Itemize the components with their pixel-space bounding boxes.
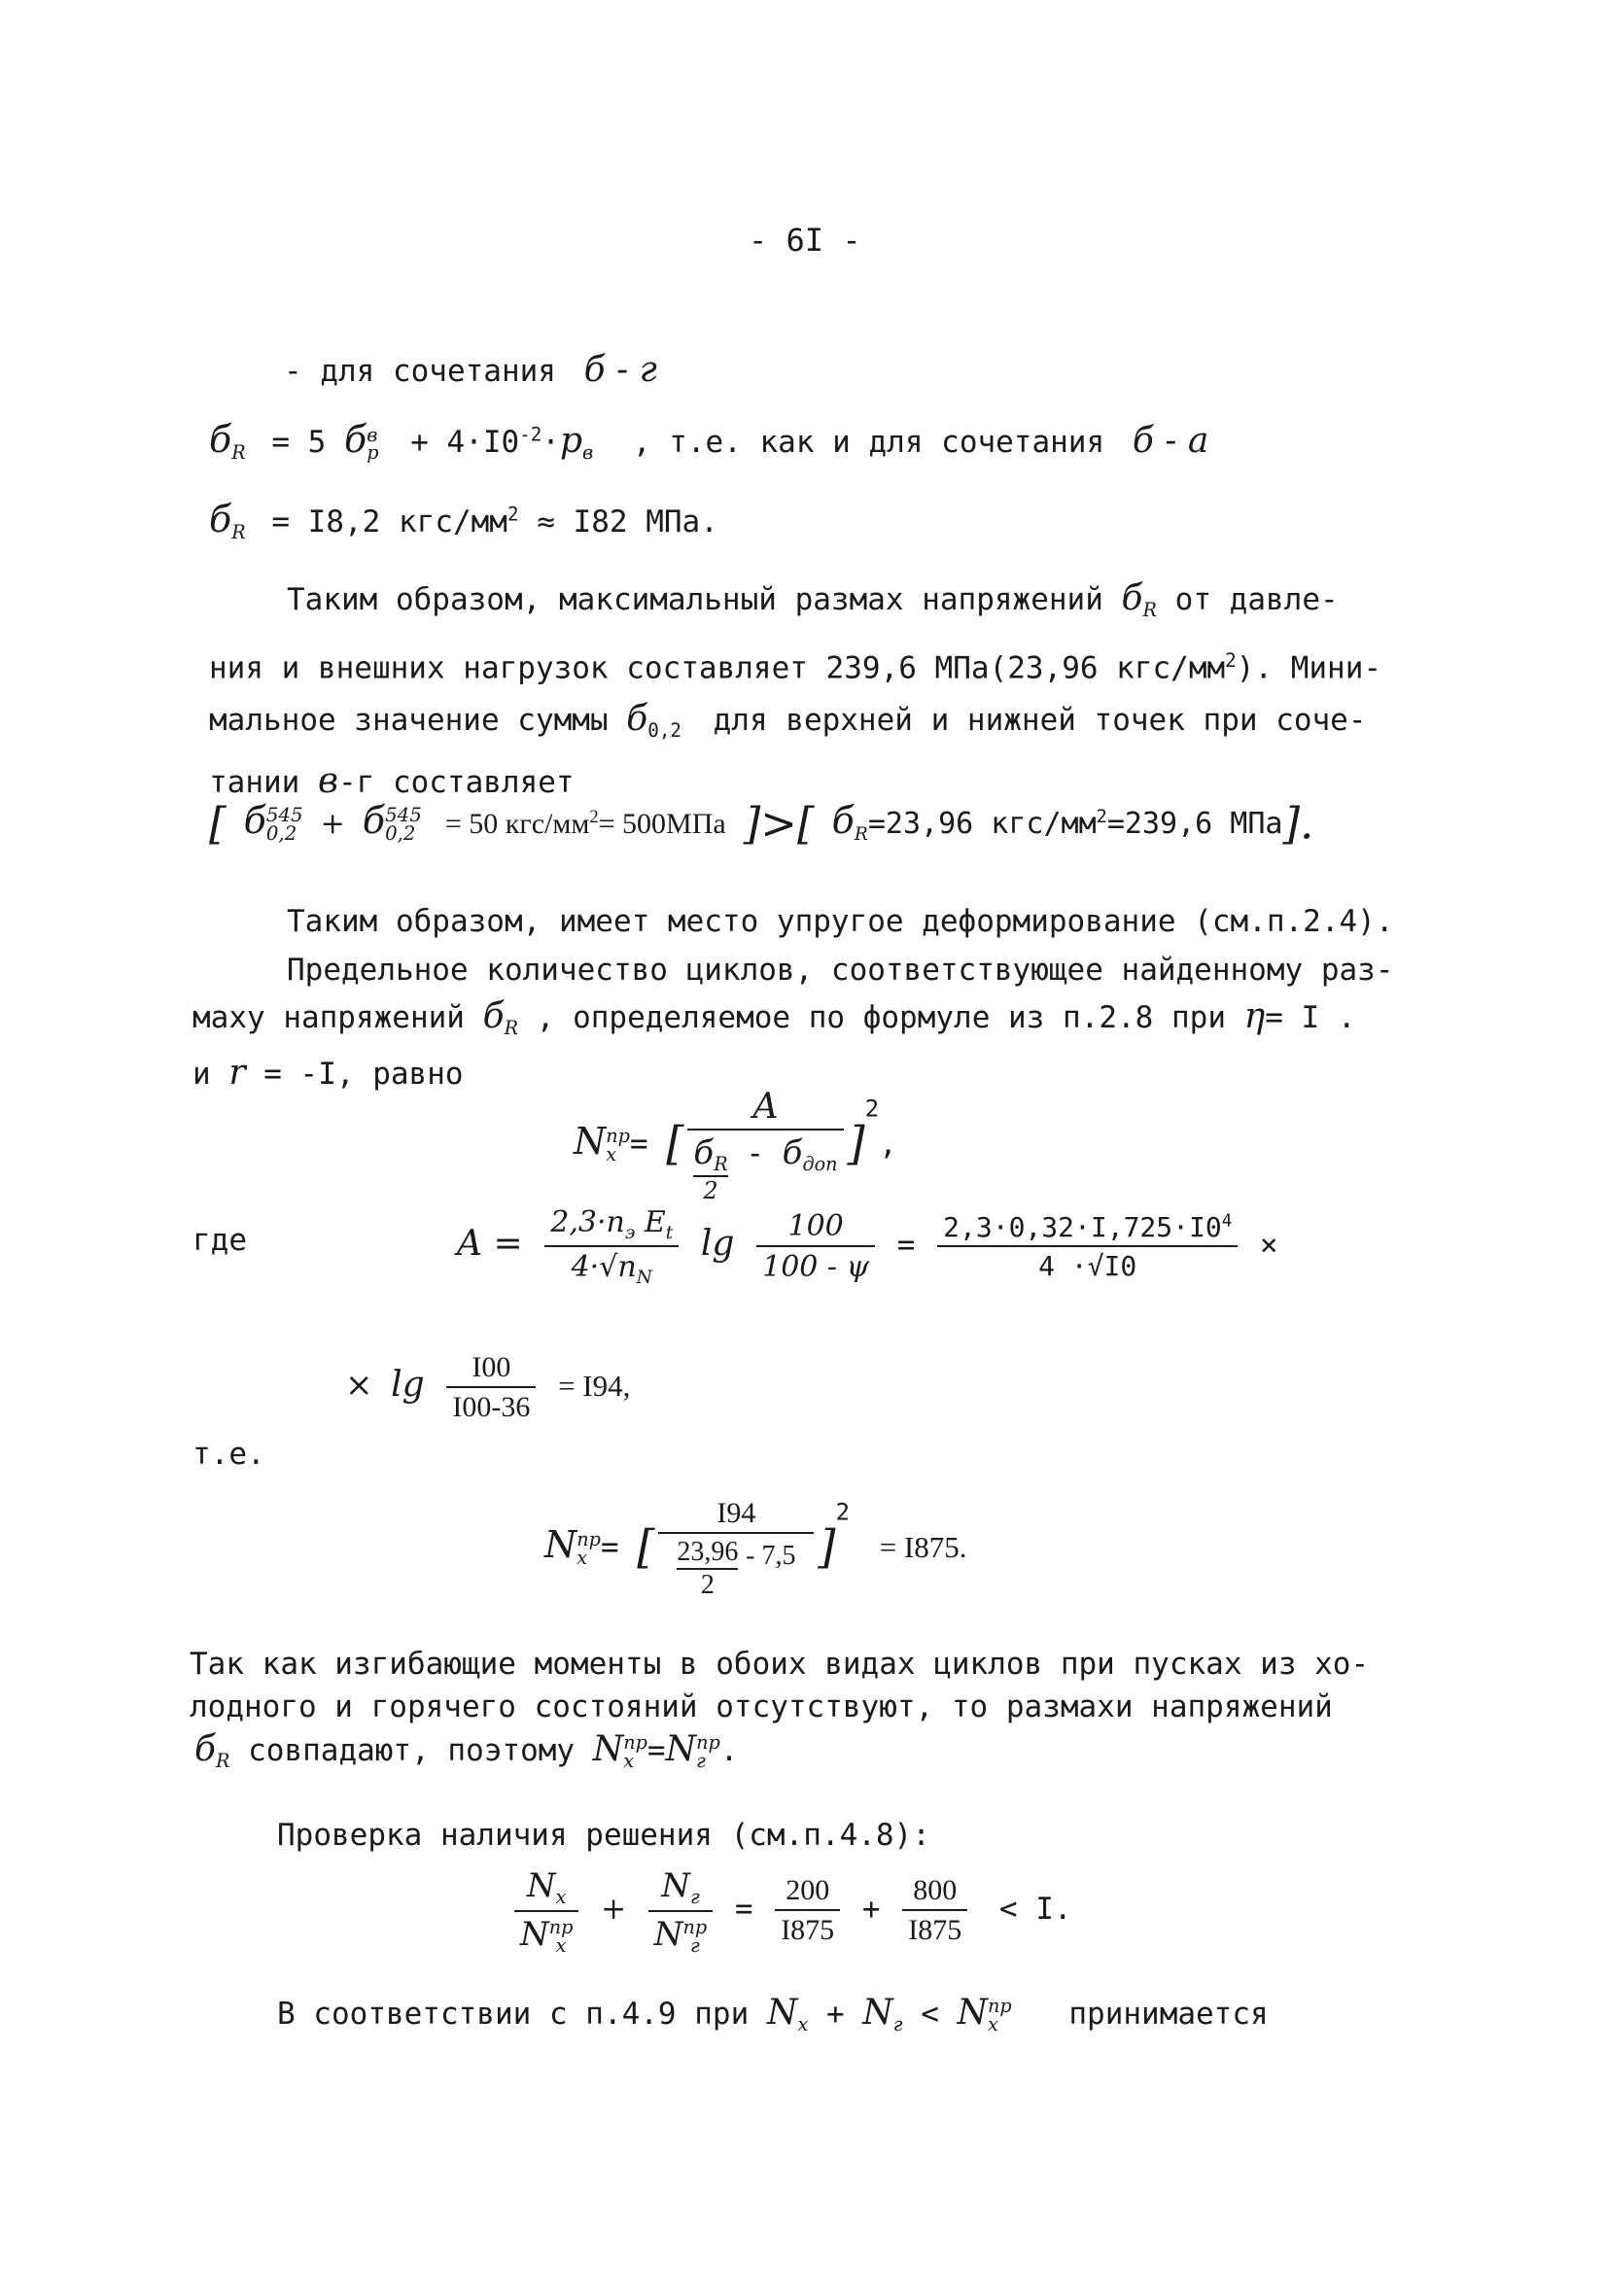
fn-eq: = [629, 1127, 648, 1163]
final-lt: < [921, 1997, 939, 2032]
paragraph-4 [190, 1643, 1369, 1783]
p1-line-2 [209, 640, 1381, 689]
fa-num-sub: э [624, 1223, 636, 1243]
final-N2: N [862, 1993, 893, 2033]
p4-N1: N [592, 1729, 624, 1769]
final-N3-scripts [988, 1995, 1012, 2035]
ineq-sigma-r: б [831, 799, 855, 842]
case-label-line [284, 350, 657, 390]
ineq-mid-sup: 2 [589, 807, 599, 827]
p1-l2b: ). Мини- [1236, 650, 1382, 686]
fk-f3-den: I875 [781, 1913, 835, 1946]
p1-l3-sigma: б [626, 698, 648, 739]
p3-l2b: , определяемое по формуле из п.2.8 при [536, 1000, 1226, 1035]
where-label: где [192, 1223, 247, 1258]
fn-N: N [574, 1120, 607, 1164]
ineq-rsup: 2 [1096, 807, 1107, 827]
fk-f3-num: 200 [775, 1874, 840, 1911]
eq1-term-sub: р [367, 440, 379, 464]
p3-l3a: и [192, 1057, 211, 1093]
check-text: Проверка наличия решения (см.п.4.8): [277, 1818, 930, 1853]
formula-n-limit [574, 1087, 897, 1204]
fc-sup: пр [576, 1528, 601, 1551]
p4-sub-1: x [623, 1749, 635, 1772]
fa-frac-3 [937, 1211, 1238, 1282]
eq1-term-scripts [367, 424, 379, 464]
fc-den-minus: - 7,5 [746, 1541, 796, 1571]
fa-lg: lg [700, 1224, 735, 1264]
fa-num-E-sub: t [665, 1223, 674, 1243]
fn-den-a-sym: б [693, 1133, 715, 1172]
fa-times: × [1259, 1228, 1278, 1263]
formula-a-continued [345, 1351, 630, 1424]
fc-sub: x [576, 1546, 588, 1569]
p1-l1-sub: R [1142, 599, 1157, 622]
fk-frac-4 [902, 1874, 967, 1947]
fk-f4-num: 800 [902, 1874, 967, 1911]
fk-f4-den: I875 [908, 1913, 962, 1946]
fa-num [544, 1205, 679, 1247]
p1-l2a: ния и внешних нагрузок составляет 239,6 МПа(23,96 кгс/мм [209, 650, 1226, 686]
p4-sigma-sub: R [215, 1750, 230, 1773]
fk-f2-den [648, 1912, 713, 1955]
p4-scripts-2 [696, 1731, 720, 1772]
case-symbol: б - г [583, 350, 657, 390]
p4-sub-2: г [696, 1749, 706, 1772]
eq1-p-sub: в [582, 441, 594, 465]
p1-l3b: для верхней и нижней точек при соче- [713, 702, 1367, 738]
fc-den [658, 1534, 814, 1601]
fn-open-bracket: [ [666, 1117, 684, 1170]
fa-den-text: 4·√n [571, 1250, 637, 1284]
final-plus: + [825, 1997, 845, 2032]
fk-f1-den-scripts [548, 1916, 574, 1957]
eq1-exp: -2 [519, 423, 542, 446]
p4-sup-1: пр [623, 1731, 647, 1755]
fk-f2-den-sup: пр [682, 1916, 708, 1939]
fc-den-num: 23,96 [677, 1537, 738, 1570]
eq1-equals: = 5 [271, 425, 327, 460]
fn-den-a [693, 1133, 727, 1204]
final-b: принимается [1068, 1997, 1269, 2032]
fa-r-den: 4 ·√I0 [1038, 1250, 1137, 1282]
fk-f1-num-sub: x [555, 1886, 567, 1909]
sigma-subscript: R [231, 521, 246, 544]
ineq-open-bracket: [ [209, 797, 227, 850]
ineq-mid2: = 500МПа [598, 808, 726, 840]
p4-l3a: совпадают, поэтому [248, 1733, 576, 1768]
fk-f2-num-sub: г [689, 1886, 700, 1909]
fc-result: = I875. [879, 1530, 967, 1564]
eq2-sup: 2 [507, 503, 519, 526]
p4-line-3 [190, 1728, 1369, 1783]
fk-plus: + [601, 1891, 627, 1927]
eq1-tail: , т.е. как и для сочетания [632, 425, 1105, 460]
formula-check [510, 1866, 1072, 1955]
p1-line-1 [209, 577, 1381, 632]
final-N2-sub: г [892, 2013, 903, 2036]
p1-line-3 [209, 698, 1381, 752]
fc-fraction [658, 1497, 814, 1601]
ineq-r2: =239,6 МПа [1106, 807, 1283, 841]
fk-f2-den-scripts [682, 1916, 708, 1957]
fa-den-sub: N [636, 1268, 652, 1288]
fk-f1-den-sup: пр [548, 1916, 574, 1939]
fa-lg-num: 100 [756, 1209, 875, 1247]
fn-close-bracket: ] [847, 1117, 865, 1170]
fk-f2-num-N: N [661, 1866, 690, 1905]
eq1-plus: + 4·I0 [410, 425, 520, 460]
ineq-sub-2: 0,2 [385, 821, 416, 845]
fc-den-frac [677, 1537, 738, 1601]
p4-line-2: лодного и горячего состояний отсутствуют, то размахи напряжений [190, 1689, 1333, 1724]
fa-num-text: 2,3·n [550, 1205, 625, 1239]
p4-sup-2: пр [696, 1731, 720, 1755]
p4-N2: N [665, 1729, 697, 1769]
fn-den-a-under: 2 [703, 1177, 718, 1205]
final-N3-sup: пр [988, 1995, 1012, 2018]
ineq-r: =23,96 кгс/мм [867, 807, 1097, 841]
p1-l4b: -г составляет [337, 764, 575, 800]
p1-l3-sub: 0,2 [647, 718, 681, 742]
fn-exp: 2 [864, 1095, 880, 1123]
fk-f1-den-sub: x [555, 1933, 567, 1957]
formula-n-calc [544, 1497, 967, 1601]
ineq-sub-1: 0,2 [265, 821, 297, 845]
p3-line-1: Предельное количество циклов, соответствующее найденному раз- [287, 953, 1394, 988]
ineq-mid: = 50 кгс/мм [444, 808, 590, 840]
fk-f2-num [648, 1866, 713, 1912]
fa-den [544, 1247, 679, 1288]
p4-eq: = [646, 1733, 666, 1768]
fk-f1-den-N: N [520, 1915, 549, 1955]
fa-lhs: A = [457, 1224, 523, 1264]
p3-line-2 [192, 995, 1393, 1050]
ineq-scripts-1 [265, 803, 303, 845]
fa2-times: × [345, 1366, 373, 1405]
ineq-sigma-2: б [362, 799, 386, 842]
final-N3: N [957, 1993, 989, 2033]
eq1-term-symbol: б [344, 418, 367, 461]
ineq-gt: ]>[ [743, 797, 815, 850]
p1-l1a: Таким образом, максимальный размах напряжений [287, 582, 1103, 617]
fk-frac-3 [775, 1874, 840, 1947]
fn-den [687, 1131, 843, 1204]
p3-l2a: маху напряжений [192, 1000, 465, 1035]
p4-line-1: Так как изгибающие моменты в обоих видах циклов при пусках из хо- [190, 1647, 1370, 1682]
fa2-num: I00 [446, 1351, 536, 1388]
p4-end: . [719, 1733, 739, 1768]
fa-r-num [937, 1211, 1238, 1247]
p1-l4-sym: в [318, 760, 338, 801]
ineq-plus: + [320, 807, 345, 841]
p1-l2-sup: 2 [1225, 649, 1237, 673]
eq2-approx: ≈ I82 МПа. [537, 504, 718, 539]
fa2-result: = I94, [558, 1369, 631, 1403]
fn-den-a-sub: R [714, 1153, 728, 1176]
equation-sigma-r-1 [209, 418, 1208, 464]
ineq-rsub: R [854, 824, 868, 845]
fa2-lg: lg [391, 1365, 425, 1405]
fa2-frac [446, 1351, 536, 1424]
p1-l1-sigma: б [1121, 578, 1143, 618]
p4-scripts-1 [623, 1731, 647, 1772]
fk-f1-num-N: N [526, 1866, 556, 1905]
fk-f2-den-N: N [653, 1915, 683, 1955]
eq2-text: = I8,2 кгс/мм [271, 504, 507, 539]
p3-l3b: = -I, равно [263, 1057, 464, 1093]
fa-eq: = [896, 1228, 916, 1263]
fn-fraction [687, 1087, 843, 1204]
p3-l2c: = I . [1265, 1000, 1356, 1035]
fk-frac-2 [648, 1866, 713, 1955]
fn-num: A [687, 1087, 843, 1131]
fk-frac-1 [514, 1866, 578, 1955]
fk-f1-den [514, 1912, 578, 1955]
fc-eq: = [600, 1530, 619, 1565]
sigma-symbol: б [209, 418, 232, 461]
fa-r-num-sup: 4 [1221, 1211, 1233, 1232]
ineq-sup-2: 545 [385, 803, 422, 826]
p1-l1b: от давле- [1174, 582, 1339, 617]
fk-f1-num [514, 1866, 578, 1912]
final-N1-sub: x [797, 2013, 809, 2036]
fa2-den: I00-36 [452, 1391, 531, 1423]
fn-comma: , [879, 1127, 897, 1163]
fn-scripts [606, 1125, 630, 1165]
final-N3-sub: x [988, 2012, 998, 2035]
final-a: В соответствии с п.4.9 при [277, 1997, 750, 2032]
p3-l2-eta: η [1243, 996, 1266, 1036]
fk-f2-den-sub: г [689, 1933, 700, 1957]
p3-l2-sigma: б [482, 996, 505, 1036]
final-line [277, 1993, 1269, 2035]
fa-frac-2 [756, 1209, 875, 1284]
fc-den-den: 2 [700, 1570, 715, 1600]
fc-exp: 2 [835, 1498, 851, 1526]
fk-plus2: + [861, 1891, 881, 1927]
eq1-p: p [559, 421, 583, 461]
fc-scripts [576, 1528, 601, 1569]
p1-l4a: тании [209, 764, 300, 800]
fa-r-num-text: 2,3·0,32·I,725·I0 [943, 1211, 1222, 1243]
eq1-term-sup: в [367, 424, 378, 447]
p3-l3-r: r [228, 1053, 246, 1094]
p4-sigma: б [194, 1729, 216, 1769]
ineq-close: ]. [1282, 797, 1314, 850]
final-N1: N [766, 1993, 798, 2033]
eq1-dot: · [541, 425, 560, 460]
fn-den-b-sub: доп [802, 1153, 838, 1176]
fa-frac-1 [544, 1205, 679, 1288]
sigma-symbol: б [209, 498, 232, 540]
fn-den-minus: - [746, 1136, 764, 1171]
fc-open-bracket: [ [637, 1520, 655, 1574]
ineq-scripts-2 [385, 803, 422, 845]
fa-lg-den: 100 - ψ [762, 1250, 870, 1284]
fn-sup: пр [606, 1125, 630, 1148]
paragraph-3 [192, 949, 1393, 1096]
ineq-sup-1: 545 [265, 803, 303, 826]
fn-den-b: б [782, 1133, 803, 1172]
fc-close-bracket: ] [818, 1520, 836, 1574]
equation-sigma-r-2 [209, 498, 718, 543]
fc-N: N [544, 1523, 577, 1566]
te-label: т.е. [192, 1437, 265, 1472]
ineq-sigma-1: б [243, 799, 266, 842]
paragraph-2: Таким образом, имеет место упругое деформирование (см.п.2.4). [287, 904, 1394, 939]
inequality-line [209, 797, 1314, 850]
case-label: - для сочетания [284, 354, 556, 389]
eq1-tail-symbol: б - а [1132, 421, 1209, 461]
page-number: - 6I - [749, 222, 861, 259]
p3-l2-sub: R [504, 1017, 519, 1040]
fa-num-E: E [644, 1205, 666, 1239]
fk-eq: = [734, 1891, 753, 1927]
fc-num: I94 [658, 1497, 814, 1534]
fn-sub: x [606, 1142, 617, 1165]
p1-l3a: мальное значение суммы [209, 702, 609, 738]
sigma-subscript: R [231, 441, 246, 465]
paragraph-1 [209, 577, 1381, 804]
formula-a [457, 1205, 1278, 1288]
fk-lt: < I. [998, 1891, 1072, 1927]
